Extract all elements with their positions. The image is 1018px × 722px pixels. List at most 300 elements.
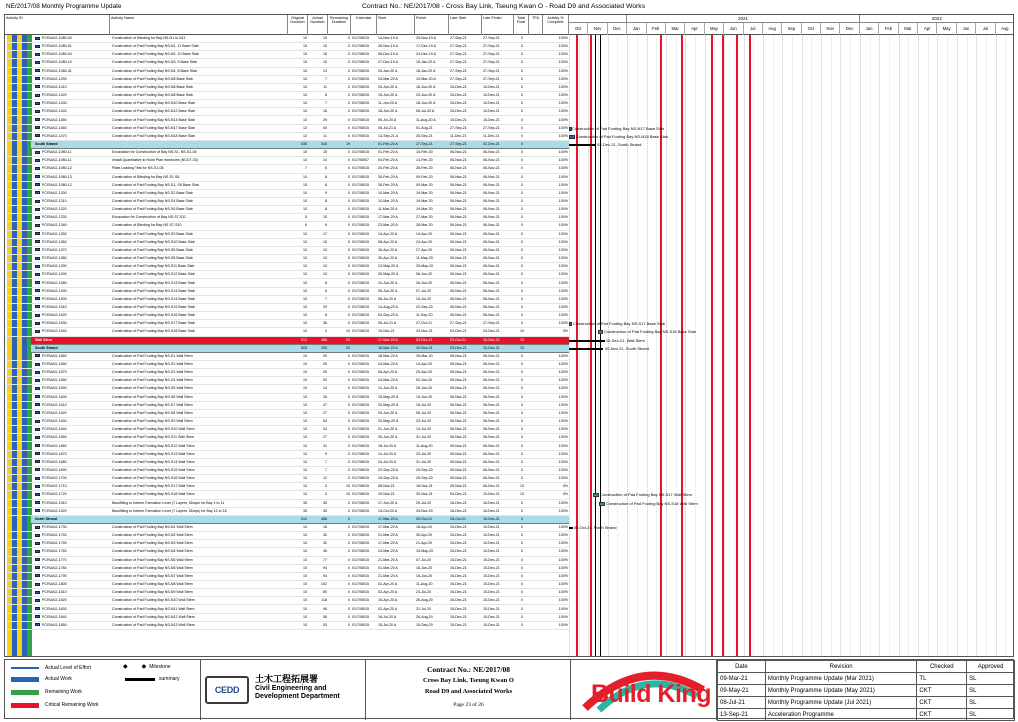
- cell-od: 15: [303, 44, 307, 49]
- year-cell: [569, 15, 627, 23]
- cell-pc: 100%: [558, 166, 568, 171]
- cell-id: [35, 247, 110, 255]
- col-activity-id[interactable]: Activity ID: [5, 15, 110, 35]
- cell-od: 10: [303, 427, 307, 432]
- cell-tf: 0: [521, 247, 523, 252]
- cell-st: 04-Feb-20 A: [378, 158, 398, 163]
- cell-name: Construction of Pad Footing Bay NS-N4 Wall Stem: [112, 549, 193, 554]
- table-row[interactable]: [5, 540, 569, 548]
- cell-name: Construction of Pad Footing Bay NS-S17 Base Slab: [112, 321, 195, 326]
- cell-fi: 07-Jul-20: [416, 557, 431, 562]
- task-icon: [35, 542, 40, 545]
- table-row[interactable]: [5, 500, 569, 508]
- cell-lf: 15-Dec-21: [483, 614, 500, 619]
- col-remaining-duration[interactable]: Remaining Duration: [328, 15, 351, 35]
- cell-ls: 03-Dec-21: [450, 329, 467, 334]
- cell-ls: 06-Nov-21: [450, 256, 467, 261]
- task-icon: [35, 305, 40, 308]
- document-id: NE/2017/08 Monthly Programme Update: [6, 3, 122, 10]
- table-row[interactable]: [5, 214, 569, 222]
- task-icon: [35, 436, 40, 439]
- cell-lf: 06-Nov-21: [483, 247, 500, 252]
- table-row[interactable]: [5, 451, 569, 459]
- rev-approved: SL: [967, 709, 1015, 721]
- cell-lf: 15-Dec-21: [483, 492, 500, 497]
- cell-rd: 0: [348, 459, 350, 464]
- cell-ad: 255: [321, 345, 327, 350]
- cell-pc: 100%: [558, 622, 568, 627]
- col-actual-duration[interactable]: Actual Duration: [308, 15, 328, 35]
- cell-name: Construction of Pad Footing Bay NS-N10 Wall Stem: [112, 598, 195, 603]
- cell-id: [35, 157, 110, 165]
- cell-tf: 10: [520, 329, 524, 334]
- cell-fi: 19-Jun-20: [416, 394, 433, 399]
- cell-id: [35, 410, 110, 418]
- cell-lf: 15-Dec-21: [483, 525, 500, 529]
- cell-cal: 01/7/08/15: [352, 272, 369, 277]
- cell-ad: 8: [325, 199, 327, 203]
- cell-od: 15: [303, 52, 307, 57]
- col-tfa[interactable]: TFA: [529, 15, 543, 35]
- cell-pc: 100%: [558, 60, 568, 65]
- month-cell: May: [937, 23, 956, 35]
- month-gridline: [744, 35, 745, 657]
- table-row[interactable]: [5, 377, 569, 385]
- task-icon: [35, 444, 40, 447]
- cell-lf: 27-Sep-21: [483, 44, 500, 49]
- table-row[interactable]: [5, 622, 569, 630]
- table-row[interactable]: [5, 84, 569, 92]
- cell-id: [35, 377, 110, 385]
- table-row[interactable]: [5, 198, 569, 206]
- table-row[interactable]: [5, 361, 569, 369]
- remaining-bar: [599, 502, 605, 506]
- table-row[interactable]: [5, 394, 569, 402]
- table-row[interactable]: [5, 418, 569, 426]
- cell-id: [35, 296, 110, 304]
- table-row[interactable]: [5, 312, 569, 320]
- cell-ad: 118: [321, 598, 327, 603]
- table-row[interactable]: [5, 76, 569, 84]
- cell-pc: 100%: [558, 207, 568, 212]
- cell-name: Plate Loading Test for NS-S1-08: [112, 166, 164, 171]
- table-row[interactable]: [5, 117, 569, 125]
- cell-tf: 0: [521, 582, 523, 587]
- table-row[interactable]: [5, 508, 569, 516]
- cell-st: 18-Mar-20 A: [378, 353, 398, 358]
- cell-ls: 23-Oct-21: [450, 337, 466, 342]
- cell-fi: 14-Feb-20: [416, 158, 433, 163]
- cell-rd: 0: [348, 231, 350, 236]
- table-row[interactable]: [5, 410, 569, 418]
- cell-lf: 27-Sep-21: [483, 125, 500, 130]
- cell-tf: 0: [521, 590, 523, 595]
- table-row[interactable]: [5, 304, 569, 312]
- table-row[interactable]: [5, 296, 569, 304]
- table-row[interactable]: [5, 165, 569, 173]
- table-row[interactable]: [5, 247, 569, 255]
- cell-od: 10: [303, 207, 307, 212]
- task-icon: [35, 550, 40, 553]
- table-row[interactable]: [5, 68, 569, 76]
- cell-rd: 0: [348, 158, 350, 163]
- task-icon: [35, 175, 40, 178]
- cell-st: 24-Mar-20 A: [378, 549, 398, 554]
- cell-st: 26-Nov-19 A: [378, 44, 398, 49]
- cell-pc: 100%: [558, 158, 568, 163]
- cell-fi: 19-Mar-20: [416, 207, 433, 212]
- table-row[interactable]: [5, 443, 569, 451]
- wbs-group-row[interactable]: [31, 345, 569, 353]
- cell-ad: 14: [323, 386, 327, 391]
- legend-milestone: [123, 663, 171, 670]
- cell-od: 10: [303, 36, 307, 40]
- table-row[interactable]: [5, 491, 569, 499]
- cell-fi: 09-Mar-20: [416, 182, 433, 187]
- cell-ls: 06-Nov-21: [450, 247, 467, 252]
- table-row[interactable]: [5, 255, 569, 263]
- summary-bar: [569, 348, 603, 350]
- task-icon: [35, 297, 40, 300]
- cell-ad: 17: [323, 231, 327, 236]
- col-late-start[interactable]: Late Start: [449, 15, 482, 35]
- cell-fi: 29-Sep-20: [416, 467, 433, 472]
- table-row[interactable]: [5, 92, 569, 100]
- cell-tf: 0: [521, 557, 523, 562]
- month-gridline: [724, 35, 725, 657]
- cell-st: 05-Jun-20 A: [378, 288, 398, 293]
- cell-id: [35, 467, 110, 475]
- activity-id-text: PCRUAG-1790: [42, 573, 67, 578]
- cell-lf: 06-Nov-21: [483, 459, 500, 464]
- cell-tf: 0: [521, 313, 523, 318]
- cell-ad: 13: [323, 68, 327, 73]
- cell-ad: 0: [325, 484, 327, 489]
- cell-st: 15-Sep-20 A: [378, 476, 398, 481]
- cell-name: Construction of Pad Footing Bay NS-S18 Base Slab: [112, 329, 195, 334]
- cell-pc: 100%: [558, 598, 568, 603]
- cell-pc: 100%: [558, 541, 568, 546]
- cell-ls: 27-Sep-21: [450, 125, 467, 130]
- cell-rd: 0: [348, 451, 350, 456]
- table-row[interactable]: [5, 353, 569, 361]
- cell-fi: 26-Aug-20: [416, 598, 433, 603]
- cell-rd: 0: [348, 272, 350, 277]
- cell-rd: 0: [348, 150, 350, 155]
- cell-ad: 488: [321, 516, 327, 521]
- activity-id-text: PCRUAG-1450: [42, 117, 67, 122]
- cell-lf: 15-Dec-21: [483, 337, 500, 342]
- cell-ad: 53: [323, 622, 327, 627]
- table-row[interactable]: [5, 328, 569, 336]
- cell-fi: 31-Jul-20: [416, 435, 431, 440]
- legend-remaining: [11, 689, 82, 695]
- wbs-group-row[interactable]: [31, 141, 569, 149]
- table-row[interactable]: [5, 51, 569, 59]
- cell-tf: 0: [521, 321, 523, 326]
- cell-rd: 0: [348, 410, 350, 415]
- table-row[interactable]: [5, 239, 569, 247]
- table-row[interactable]: [5, 565, 569, 573]
- cell-name: Construction of Pad Footing Bay NS-N1 Wall Stem: [112, 525, 193, 529]
- cell-fi: 10-Mar-20 A: [416, 76, 436, 81]
- data-date-line: [736, 35, 738, 657]
- table-row[interactable]: [5, 263, 569, 271]
- table-row[interactable]: [5, 271, 569, 279]
- cell-od: 10: [303, 484, 307, 489]
- cell-id: [35, 198, 110, 206]
- rev-approved: SL: [967, 673, 1015, 685]
- month-cell: Aug: [996, 23, 1014, 35]
- cell-cal: 01/7/08/15: [352, 557, 369, 562]
- cell-ad: 80: [323, 590, 327, 595]
- cell-ad: 34: [323, 427, 327, 432]
- col-original-duration[interactable]: Original Duration: [288, 15, 308, 35]
- cedd-english-name: [255, 685, 340, 701]
- wbs-group-row[interactable]: [31, 516, 569, 524]
- task-icon: [35, 411, 40, 414]
- legend-label: Milestone: [149, 663, 171, 670]
- cell-lf: 06-Dec-21: [483, 484, 500, 489]
- cell-name: Construction of Pad Footing Bay NS-S16 Wall Stem: [112, 476, 195, 481]
- cell-name: Excavation for Construction of Bay NS-S7-S11: [112, 215, 187, 220]
- table-row[interactable]: [5, 231, 569, 239]
- cell-pc: 100%: [558, 427, 568, 432]
- table-row[interactable]: [5, 557, 569, 565]
- cell-cal: 01/7/08/15: [352, 353, 369, 358]
- cell-fi: 23-Jun-20 A: [416, 93, 436, 98]
- cell-pc: 100%: [558, 84, 568, 89]
- table-row[interactable]: [5, 385, 569, 393]
- cell-cal: 01/7/08/15: [352, 231, 369, 236]
- task-icon: [35, 134, 40, 137]
- task-icon: [35, 273, 40, 276]
- col-late-finish[interactable]: Late Finish: [482, 15, 514, 35]
- cell-rd: 0: [348, 125, 350, 130]
- table-row[interactable]: [5, 59, 569, 67]
- table-row[interactable]: [5, 288, 569, 296]
- cell-fi: 25-Nov-20: [416, 508, 433, 513]
- cell-st: 16-Mar-20 A: [378, 345, 398, 350]
- cell-pc: 100%: [558, 109, 568, 114]
- wbs-group-row[interactable]: [31, 337, 569, 345]
- cell-cal: 01/7/08/15: [352, 84, 369, 89]
- cell-id: [35, 540, 110, 548]
- table-row[interactable]: [5, 133, 569, 141]
- cell-id: [35, 214, 110, 222]
- cell-pc: 100%: [558, 582, 568, 587]
- cell-ad: 8: [325, 313, 327, 318]
- table-row[interactable]: [5, 157, 569, 165]
- cedd-en-line-2: Development Department: [255, 693, 340, 700]
- cell-od: 10: [303, 199, 307, 203]
- table-row[interactable]: [5, 573, 569, 581]
- cell-ad: 10: [323, 247, 327, 252]
- table-row[interactable]: [5, 524, 569, 532]
- task-icon: [35, 395, 40, 398]
- table-row[interactable]: [5, 35, 569, 43]
- cell-od: 10: [303, 353, 307, 358]
- table-row[interactable]: [5, 125, 569, 133]
- cell-tf: 0: [521, 76, 523, 81]
- cell-name: Construction of Pad Footing Bay NS-N8 Wall Stem: [112, 582, 193, 587]
- table-row[interactable]: [5, 434, 569, 442]
- cell-name: Construction of Pad Footing Bay NS-S1 Wall Stem: [112, 353, 193, 358]
- table-row[interactable]: [5, 548, 569, 556]
- table-row[interactable]: [5, 597, 569, 605]
- month-cell: Apr: [685, 23, 704, 35]
- cell-od: 10: [303, 117, 307, 122]
- cell-ad: 7: [325, 101, 327, 106]
- task-icon: [35, 558, 40, 561]
- col-calendar[interactable]: Calendar: [351, 15, 377, 35]
- cell-pc: 100%: [558, 410, 568, 415]
- month-gridline: [763, 35, 764, 657]
- activity-id-text: PCRUAG-1300: [42, 190, 67, 195]
- actual-bar: [569, 135, 575, 139]
- cell-id: [35, 35, 110, 43]
- table-row[interactable]: [5, 589, 569, 597]
- cell-od: 10: [303, 256, 307, 261]
- cell-ls: 06-Nov-21: [450, 182, 467, 187]
- month-gridline: [705, 35, 706, 657]
- cell-od: 10: [303, 296, 307, 301]
- cell-cal: 01/7/08/15: [352, 190, 369, 195]
- month-cell: Dec: [608, 23, 627, 35]
- cell-fi: 23-Jul-20: [416, 419, 431, 424]
- cell-cal: 01/7/08/15: [352, 256, 369, 261]
- cell-st: 06-Apr-20 A: [378, 370, 398, 375]
- col-finish[interactable]: Finish: [415, 15, 449, 35]
- cell-cal: 01/7/08/15: [352, 296, 369, 301]
- table-row[interactable]: [5, 280, 569, 288]
- half-month-gridline: [947, 35, 948, 657]
- cell-fi: 30-Apr-20: [416, 533, 432, 538]
- cell-cal: 01/7/08/15: [352, 598, 369, 603]
- col-activity-pct[interactable]: Activity % Complete: [543, 15, 569, 35]
- table-row[interactable]: [5, 581, 569, 589]
- cell-id: [35, 190, 110, 198]
- cell-ad: 8: [325, 207, 327, 212]
- table-row[interactable]: [5, 606, 569, 614]
- cell-od: 12: [303, 133, 307, 138]
- table-row[interactable]: [5, 43, 569, 51]
- cell-lf: 15-Dec-21: [483, 93, 500, 98]
- cell-st: 01-Feb-20 A: [378, 150, 398, 155]
- cell-ls: 15-Dec-21: [450, 606, 467, 611]
- activity-id-text: PCRUAG-1530: [42, 321, 67, 326]
- cell-id: [35, 92, 110, 100]
- table-row[interactable]: [5, 108, 569, 116]
- cell-tf: 0: [521, 451, 523, 456]
- cell-id: [35, 149, 110, 157]
- table-row[interactable]: [5, 532, 569, 540]
- cell-cal: 01/7/08/15: [352, 606, 369, 611]
- cell-cal: 01/7/08/15: [352, 304, 369, 309]
- legend-swatch-level: [11, 667, 39, 669]
- cell-ls: 06-Nov-21: [450, 158, 467, 163]
- table-row[interactable]: [5, 483, 569, 491]
- cell-pc: 100%: [558, 150, 568, 155]
- table-row[interactable]: [5, 174, 569, 182]
- table-row[interactable]: [5, 402, 569, 410]
- month-cell: Sep: [782, 23, 801, 35]
- cell-rd: 0: [348, 582, 350, 587]
- cell-rd: 10: [346, 492, 350, 497]
- col-total-float[interactable]: Total Float: [514, 15, 529, 35]
- cell-name: Construction of Pad Footing Bay NS-N18 Base Slab: [112, 133, 195, 138]
- cell-lf: 27-Sep-21: [483, 60, 500, 65]
- table-row[interactable]: [5, 100, 569, 108]
- col-start[interactable]: Start: [377, 15, 415, 35]
- table-row[interactable]: [5, 475, 569, 483]
- cell-cal: 01/7/08/15: [352, 264, 369, 269]
- month-cell: Aug: [763, 23, 782, 35]
- table-row[interactable]: [5, 149, 569, 157]
- cell-rd: 10: [346, 484, 350, 489]
- activity-id-text: PCRUAG-1430: [42, 101, 67, 106]
- cell-ad: 96: [323, 606, 327, 611]
- cell-id: [35, 255, 110, 263]
- column-header: [5, 15, 1014, 35]
- table-row[interactable]: [5, 190, 569, 198]
- cell-id: [35, 174, 110, 182]
- cell-rd: 0: [348, 256, 350, 261]
- cell-st: 11-Mar-20 A: [378, 207, 398, 212]
- table-row[interactable]: [5, 182, 569, 190]
- cell-st: 20-May-20 A: [378, 419, 399, 424]
- cell-fi: 11-Aug-20 A: [416, 117, 436, 122]
- cell-fi: 23-Jul-20: [416, 451, 431, 456]
- cell-ad: 0: [325, 329, 327, 334]
- cell-name: Construction of Pad Footing Bay NS-N2, 10 Base Slab: [112, 52, 199, 57]
- table-row[interactable]: [5, 320, 569, 328]
- task-icon: [35, 289, 40, 292]
- cell-ls: 06-Nov-21: [450, 386, 467, 391]
- cell-ad: 7: [325, 459, 327, 464]
- build-king-logo: Build King: [591, 680, 711, 708]
- cell-lf: 15-Dec-21: [483, 557, 500, 562]
- cell-name: Construction of Pad Footing Bay NS-N3, 9 Base Slab: [112, 60, 197, 65]
- table-row[interactable]: [5, 467, 569, 475]
- cell-ad: 47: [323, 402, 327, 407]
- table-row[interactable]: [5, 222, 569, 230]
- table-row[interactable]: [5, 206, 569, 214]
- cell-cal: 01/7/08/15: [352, 247, 369, 252]
- table-row[interactable]: [5, 369, 569, 377]
- cell-od: 10: [303, 288, 307, 293]
- cell-tf: 0: [521, 419, 523, 424]
- col-activity-name[interactable]: Activity Name: [110, 15, 288, 35]
- table-row[interactable]: [5, 426, 569, 434]
- cell-fi: 19-Mar-20: [416, 199, 433, 203]
- cell-tf: 0: [521, 158, 523, 163]
- cell-lf: 15-Dec-21: [483, 117, 500, 122]
- cell-cal: 01/7/08/15: [352, 443, 369, 448]
- cell-cal: 01/7/08/15: [352, 573, 369, 578]
- table-row[interactable]: [5, 459, 569, 467]
- table-row[interactable]: [5, 614, 569, 622]
- cell-id: [35, 394, 110, 402]
- cell-id: [35, 443, 110, 451]
- cell-id: [35, 125, 110, 133]
- cell-id: [35, 508, 110, 516]
- cell-ad: 15: [323, 44, 327, 49]
- task-icon: [35, 224, 40, 227]
- cell-id: [35, 597, 110, 605]
- task-icon: [35, 493, 40, 496]
- task-icon: [35, 330, 40, 333]
